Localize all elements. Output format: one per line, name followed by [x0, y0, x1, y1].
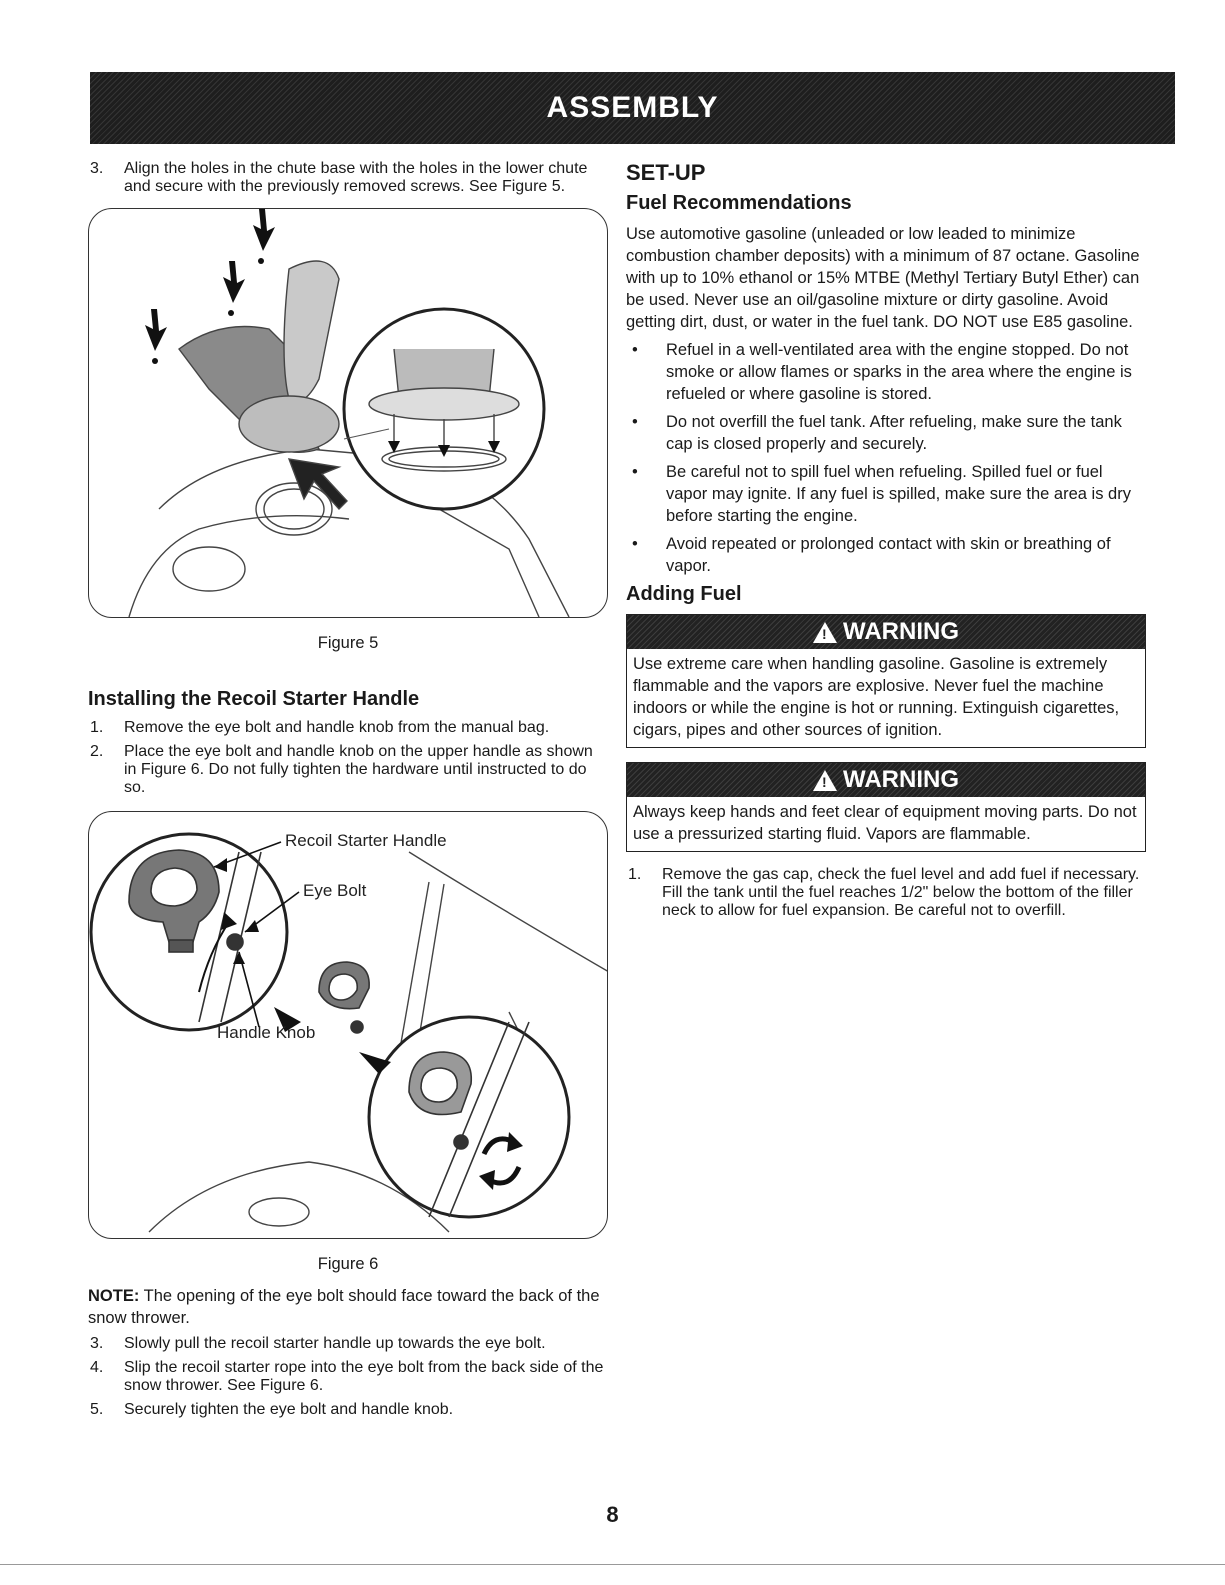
step-number: 3.: [90, 160, 104, 177]
setup-heading: SET-UP: [626, 160, 706, 185]
bullet: •: [632, 463, 638, 481]
section-banner: [90, 72, 1175, 144]
note-text: The opening of the eye bolt should face toward the back of the snow thrower.: [88, 1287, 600, 1327]
step-text: Place the eye bolt and handle knob on the upper handle as shown in Figure 6. Do not fully tighten the hardware until instructed to do so.: [124, 743, 593, 796]
left-column: [88, 160, 608, 1425]
bullet: •: [632, 341, 638, 359]
label-handle-knob: Handle Knob: [217, 1023, 316, 1042]
warning-banner: [627, 763, 1145, 797]
page-number: 8: [606, 1502, 619, 1527]
label-eye-bolt: Eye Bolt: [303, 881, 367, 900]
step-number: 3.: [90, 1335, 104, 1352]
right-column: [626, 160, 1146, 926]
fuel-safety-list: [626, 339, 1146, 577]
figure-5-caption: Figure 5: [317, 634, 379, 652]
warning-text: Always keep hands and feet clear of equipment moving parts. Do not use a pressurized starting fluid. Vapors are flammable.: [633, 803, 1137, 843]
warning-title: WARNING: [843, 766, 959, 793]
step-text: Align the holes in the chute base with the holes in the lower chute and secure with the previously removed screws. See Figure 5.: [124, 160, 588, 195]
step-tighten: [88, 1401, 608, 1419]
step-number: 4.: [90, 1359, 104, 1376]
step-align-holes: [88, 160, 608, 196]
step-text: Remove the gas cap, check the fuel level and add fuel if necessary. Fill the tank until the fuel reaches 1/2" below the bottom of the filler neck to allow for fuel expansion. Be careful not to overfill.: [662, 866, 1140, 919]
step-remove-eye-bolt: [88, 719, 608, 737]
step-pull-handle: [88, 1335, 608, 1353]
list-item: • Be careful not to spill fuel when refueling. Spilled fuel or fuel vapor may ignite. If any fuel is spilled, make sure the area is dry before starting the engine.: [626, 461, 1146, 527]
chute-assembly-drawing: [89, 209, 608, 617]
fuel-recommendations-heading: Fuel Recommendations: [626, 192, 852, 214]
page-bottom-rule: [0, 1564, 1225, 1565]
note-paragraph: [88, 1285, 608, 1329]
figure-5-illustration: [88, 208, 608, 618]
warning-banner: [627, 615, 1145, 649]
step-add-fuel: [626, 866, 1146, 920]
recoil-handle-drawing: [89, 812, 608, 1238]
step-number: 1.: [90, 719, 104, 736]
warning-title: WARNING: [843, 618, 959, 645]
warning-box-moving-parts: [626, 762, 1146, 852]
bullet: •: [632, 535, 638, 553]
label-recoil-starter-handle: Recoil Starter Handle: [285, 831, 447, 850]
step-number: 2.: [90, 743, 104, 760]
warning-text: Use extreme care when handling gasoline. Gasoline is extremely flammable and the vapors are explosive. Never fuel the machine indoors or while the engine is hot or running. Extinguish cigarettes, cigars, pipes and other sources of ignition.: [633, 655, 1120, 739]
fuel-recommendations-paragraph: Use automotive gasoline (unleaded or low leaded to minimize combustion chamber deposits) with a minimum of 87 octane. Gasoline with up to 10% ethanol or 15% MTBE (Methyl Tertiary Butyl Ether) can be used. Never use an oil/gasoline mixture or dirty gasoline. Avoid getting dirt, dust, or water in the fuel tank. DO NOT use E85 gasoline.: [626, 225, 1140, 331]
warning-triangle-icon: !: [813, 622, 837, 643]
figure-6-caption: Figure 6: [317, 1255, 379, 1273]
step-text: Securely tighten the eye bolt and handle knob.: [124, 1401, 454, 1418]
recoil-heading: Installing the Recoil Starter Handle: [88, 688, 420, 710]
step-number: 1.: [628, 866, 642, 883]
note-label: NOTE:: [88, 1287, 140, 1305]
warning-triangle-icon: !: [813, 770, 837, 791]
step-text: Slip the recoil starter rope into the eye bolt from the back side of the snow thrower. See Figure 6.: [124, 1359, 604, 1394]
list-item: • Do not overfill the fuel tank. After refueling, make sure the tank cap is closed properly and securely.: [626, 411, 1146, 455]
step-place-eye-bolt: [88, 743, 608, 797]
step-text: Slowly pull the recoil starter handle up towards the eye bolt.: [124, 1335, 546, 1352]
adding-fuel-heading: Adding Fuel: [626, 583, 742, 605]
step-text: Remove the eye bolt and handle knob from the manual bag.: [124, 719, 550, 736]
step-slip-rope: [88, 1359, 608, 1395]
warning-box-gasoline: [626, 614, 1146, 748]
page-title: ASSEMBLY: [546, 91, 719, 124]
list-item: • Refuel in a well-ventilated area with the engine stopped. Do not smoke or allow flames or sparks in the area where the engine is refueled or where gasoline is stored.: [626, 339, 1146, 405]
list-item: • Avoid repeated or prolonged contact with skin or breathing of vapor.: [626, 533, 1146, 577]
figure-6-illustration: [88, 811, 608, 1239]
step-number: 5.: [90, 1401, 104, 1418]
bullet: •: [632, 413, 638, 431]
